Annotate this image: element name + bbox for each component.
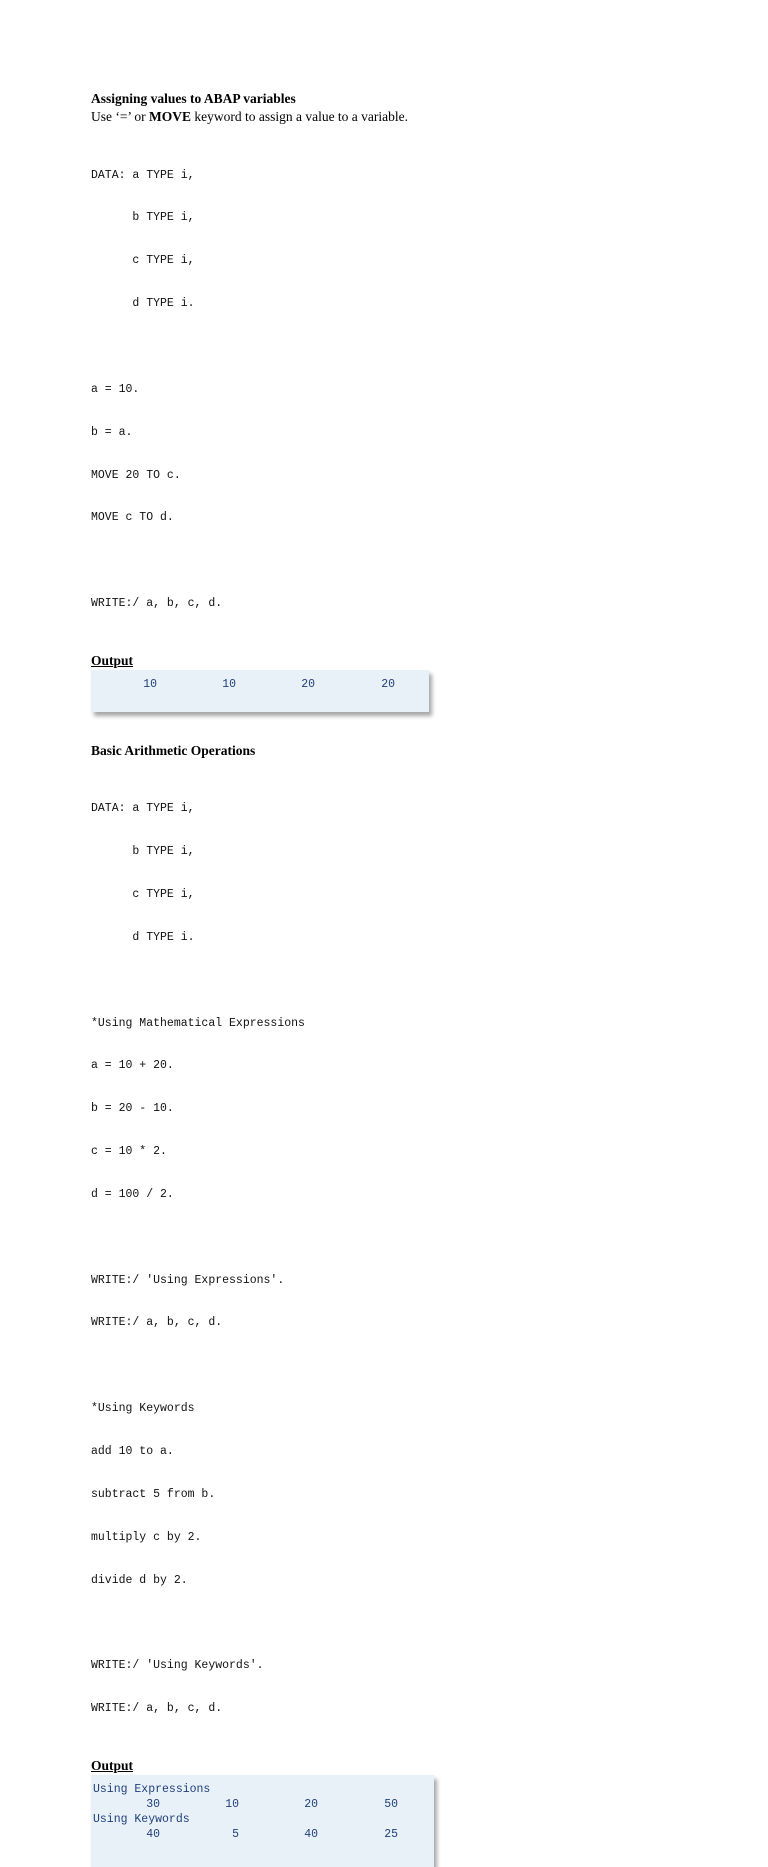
output-heading-row bbox=[91, 1812, 434, 1827]
code-line: d TYPE i. bbox=[91, 931, 195, 945]
output-heading-row bbox=[91, 1782, 434, 1797]
code-line: DATA: a TYPE i, bbox=[91, 802, 195, 816]
code-block bbox=[91, 774, 731, 974]
intro-suffix: keyword to assign a value to a variable. bbox=[190, 109, 409, 124]
code-line: WRITE:/ 'Using Expressions'. bbox=[91, 1273, 285, 1287]
code-line: a = 10 + 20. bbox=[91, 1059, 174, 1073]
code-line: DATA: a TYPE i, bbox=[91, 168, 195, 182]
code-block bbox=[91, 568, 731, 639]
output-value: 50 bbox=[384, 1797, 398, 1811]
document-page bbox=[91, 90, 731, 1867]
code-line: divide d by 2. bbox=[91, 1573, 188, 1587]
code-line: multiply c by 2. bbox=[91, 1530, 202, 1544]
output-row bbox=[91, 1827, 434, 1842]
code-line: d = 100 / 2. bbox=[91, 1188, 174, 1202]
intro-keyword: MOVE bbox=[148, 109, 191, 124]
output-row bbox=[91, 677, 429, 692]
code-line: MOVE 20 TO c. bbox=[91, 468, 181, 482]
code-line: subtract 5 from b. bbox=[91, 1487, 216, 1501]
code-line: b = 20 - 10. bbox=[91, 1102, 174, 1116]
code-line: WRITE:/ 'Using Keywords'. bbox=[91, 1659, 264, 1673]
output-value: 20 bbox=[381, 677, 395, 691]
code-line: c TYPE i, bbox=[91, 254, 195, 268]
code-block bbox=[91, 988, 731, 1231]
output-value: 25 bbox=[384, 1827, 398, 1841]
code-line: d TYPE i. bbox=[91, 297, 195, 311]
output-value: 20 bbox=[301, 677, 315, 691]
output-value: 10 bbox=[143, 677, 157, 691]
code-line: WRITE:/ a, b, c, d. bbox=[91, 1316, 223, 1330]
output-panel bbox=[91, 1775, 434, 1867]
output-value: 10 bbox=[225, 1797, 239, 1811]
code-line: *Using Mathematical Expressions bbox=[91, 1016, 305, 1030]
code-line: b TYPE i, bbox=[91, 845, 195, 859]
code-block bbox=[91, 1630, 731, 1744]
output-label: Output bbox=[91, 1757, 134, 1773]
code-line: add 10 to a. bbox=[91, 1444, 174, 1458]
output-panel bbox=[91, 670, 429, 712]
code-line: *Using Keywords bbox=[91, 1401, 195, 1415]
section-heading: Basic Arithmetic Operations bbox=[91, 742, 256, 758]
output-heading: Using Expressions bbox=[93, 1782, 211, 1796]
output-value: 40 bbox=[146, 1827, 160, 1841]
output-heading: Using Keywords bbox=[93, 1812, 190, 1826]
code-line: MOVE c TO d. bbox=[91, 511, 174, 525]
code-block bbox=[91, 140, 731, 340]
code-line: c TYPE i, bbox=[91, 888, 195, 902]
code-block bbox=[91, 354, 731, 554]
code-line: b TYPE i, bbox=[91, 211, 195, 225]
output-value: 30 bbox=[146, 1797, 160, 1811]
code-line: WRITE:/ a, b, c, d. bbox=[91, 596, 223, 610]
section-intro bbox=[91, 108, 731, 126]
code-line: a = 10. bbox=[91, 382, 140, 396]
code-line: b = a. bbox=[91, 425, 133, 439]
section-heading: Assigning values to ABAP variables bbox=[91, 91, 296, 106]
output-value: 40 bbox=[304, 1827, 318, 1841]
code-block bbox=[91, 1373, 731, 1616]
output-value: 10 bbox=[222, 677, 236, 691]
output-value: 20 bbox=[304, 1797, 318, 1811]
output-row bbox=[91, 1797, 434, 1812]
output-label: Output bbox=[91, 652, 134, 668]
intro-prefix: Use ‘=’ or bbox=[91, 109, 149, 124]
code-line: c = 10 * 2. bbox=[91, 1145, 167, 1159]
output-value: 5 bbox=[232, 1827, 239, 1841]
code-line: WRITE:/ a, b, c, d. bbox=[91, 1701, 223, 1715]
code-block bbox=[91, 1245, 731, 1359]
